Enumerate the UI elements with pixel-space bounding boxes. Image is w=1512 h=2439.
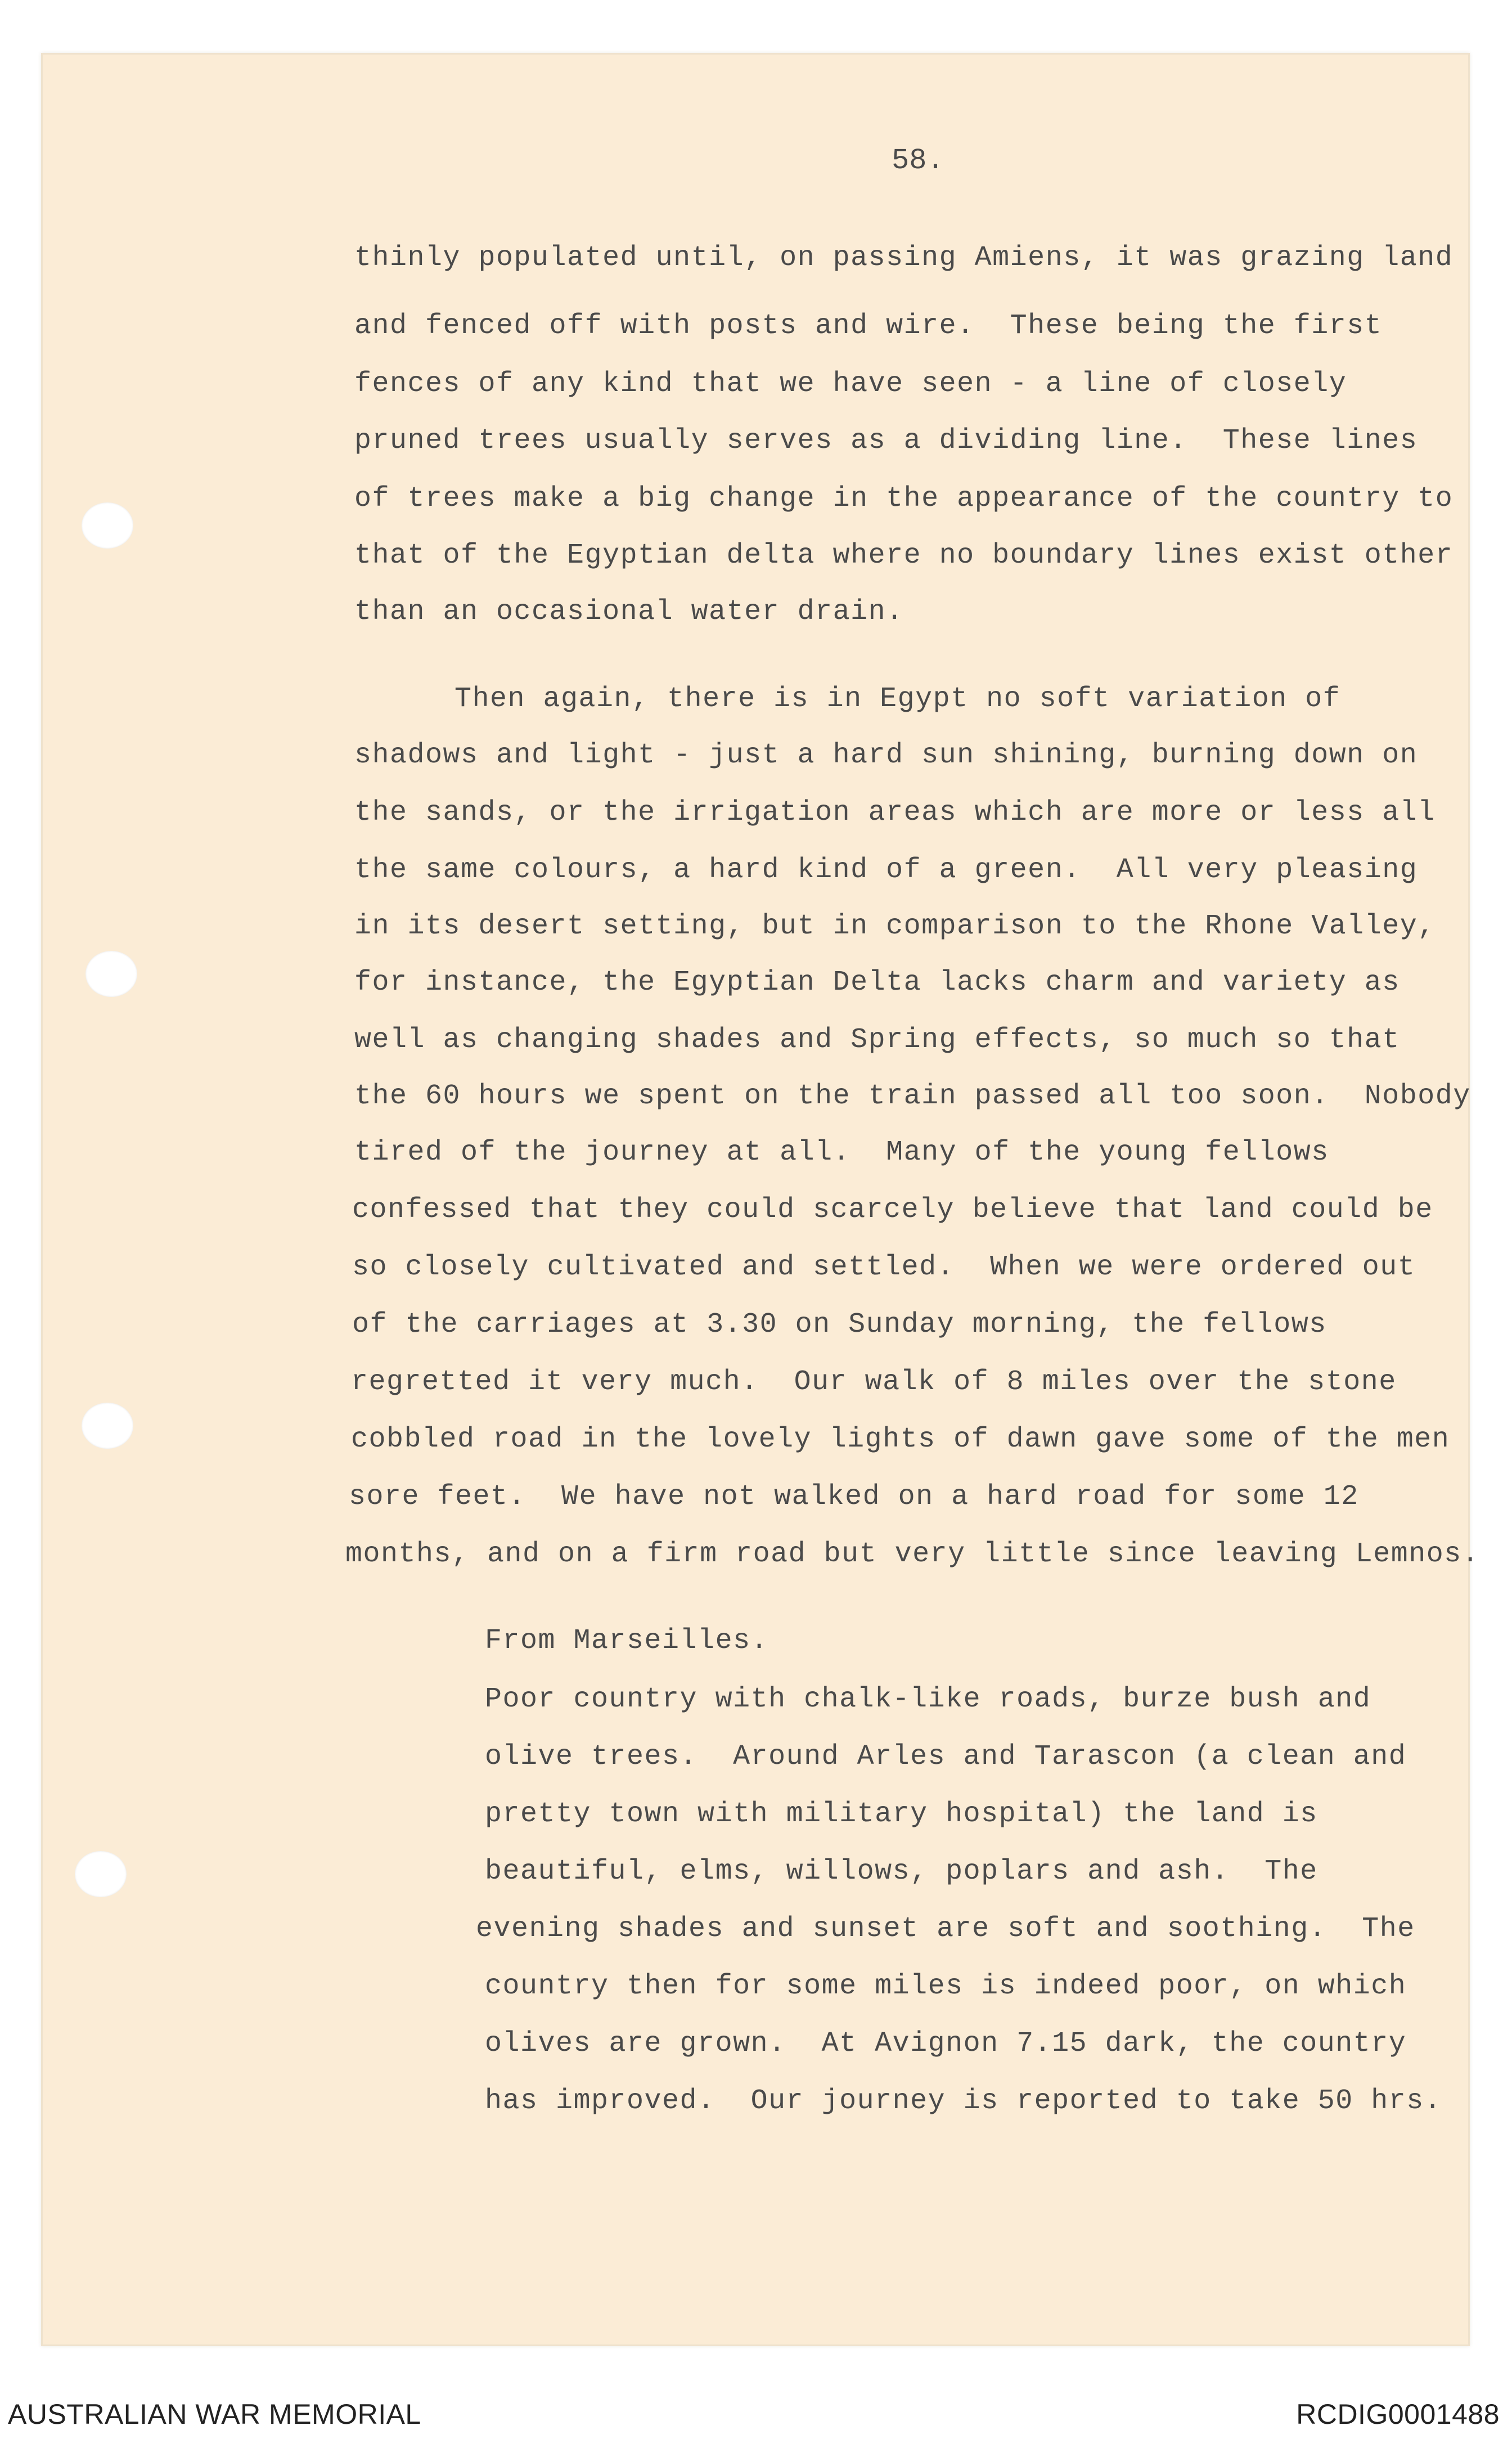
section-heading: From Marseilles. [485,1625,769,1657]
text-line: in its desert setting, but in comparison to the Rhone Valley, [354,910,1436,942]
text-line: shadows and light - just a hard sun shining, burning down on [354,739,1418,771]
text-line: and fenced off with posts and wire. These being the first [354,310,1383,342]
punch-hole [86,951,137,997]
text-line: country then for some miles is indeed poor, on which [485,1970,1407,2002]
text-line: pruned trees usually serves as a dividing line. These lines [354,425,1418,457]
text-line: fences of any kind that we have seen - a line of closely [354,368,1347,400]
text-line: olive trees. Around Arles and Tarascon (a clean and [485,1741,1407,1773]
text-line: well as changing shades and Spring effects, so much so that [354,1024,1400,1056]
footer-institution: AUSTRALIAN WAR MEMORIAL [8,2398,421,2430]
text-line: of trees make a big change in the appearance of the country to [354,483,1454,515]
footer-catalogue-id: RCDIG0001488 [1296,2398,1500,2430]
text-line: months, and on a firm road but very little since leaving Lemnos. [345,1538,1480,1570]
text-line: confessed that they could scarcely believe that land could be [352,1194,1433,1226]
text-line: for instance, the Egyptian Delta lacks charm and variety as [354,967,1400,999]
text-line: beautiful, elms, willows, poplars and ash. The [485,1856,1318,1888]
text-line: the same colours, a hard kind of a green. All very pleasing [354,854,1418,886]
text-line: regretted it very much. Our walk of 8 miles over the stone [351,1366,1397,1398]
text-line: pretty town with military hospital) the land is [485,1798,1318,1830]
text-line: tired of the journey at all. Many of the young fellows [354,1137,1329,1169]
text-line: of the carriages at 3.30 on Sunday morning, the fellows [352,1309,1327,1341]
text-line: Then again, there is in Egypt no soft variation of [454,683,1341,715]
text-line: the sands, or the irrigation areas which are more or less all [354,797,1436,829]
text-line: olives are grown. At Avignon 7.15 dark, the country [485,2028,1407,2060]
text-line: evening shades and sunset are soft and soothing. The [476,1913,1415,1945]
text-line: has improved. Our journey is reported to take 50 hrs. [485,2085,1442,2117]
text-line: Poor country with chalk-like roads, burze bush and [485,1683,1371,1715]
page-number: 58. [892,144,944,177]
text-line: cobbled road in the lovely lights of dawn gave some of the men [351,1423,1450,1456]
punch-hole [75,1851,127,1897]
text-line: sore feet. We have not walked on a hard road for some 12 [349,1481,1359,1513]
text-line: that of the Egyptian delta where no boundary lines exist other [354,540,1454,572]
text-line: so closely cultivated and settled. When we were ordered out [352,1251,1416,1283]
punch-hole [82,1403,133,1449]
text-line: the 60 hours we spent on the train passed all too soon. Nobody [354,1080,1471,1112]
text-line: thinly populated until, on passing Amiens, it was grazing land [354,242,1454,274]
punch-hole [82,502,133,549]
text-line: than an occasional water drain. [354,596,904,628]
